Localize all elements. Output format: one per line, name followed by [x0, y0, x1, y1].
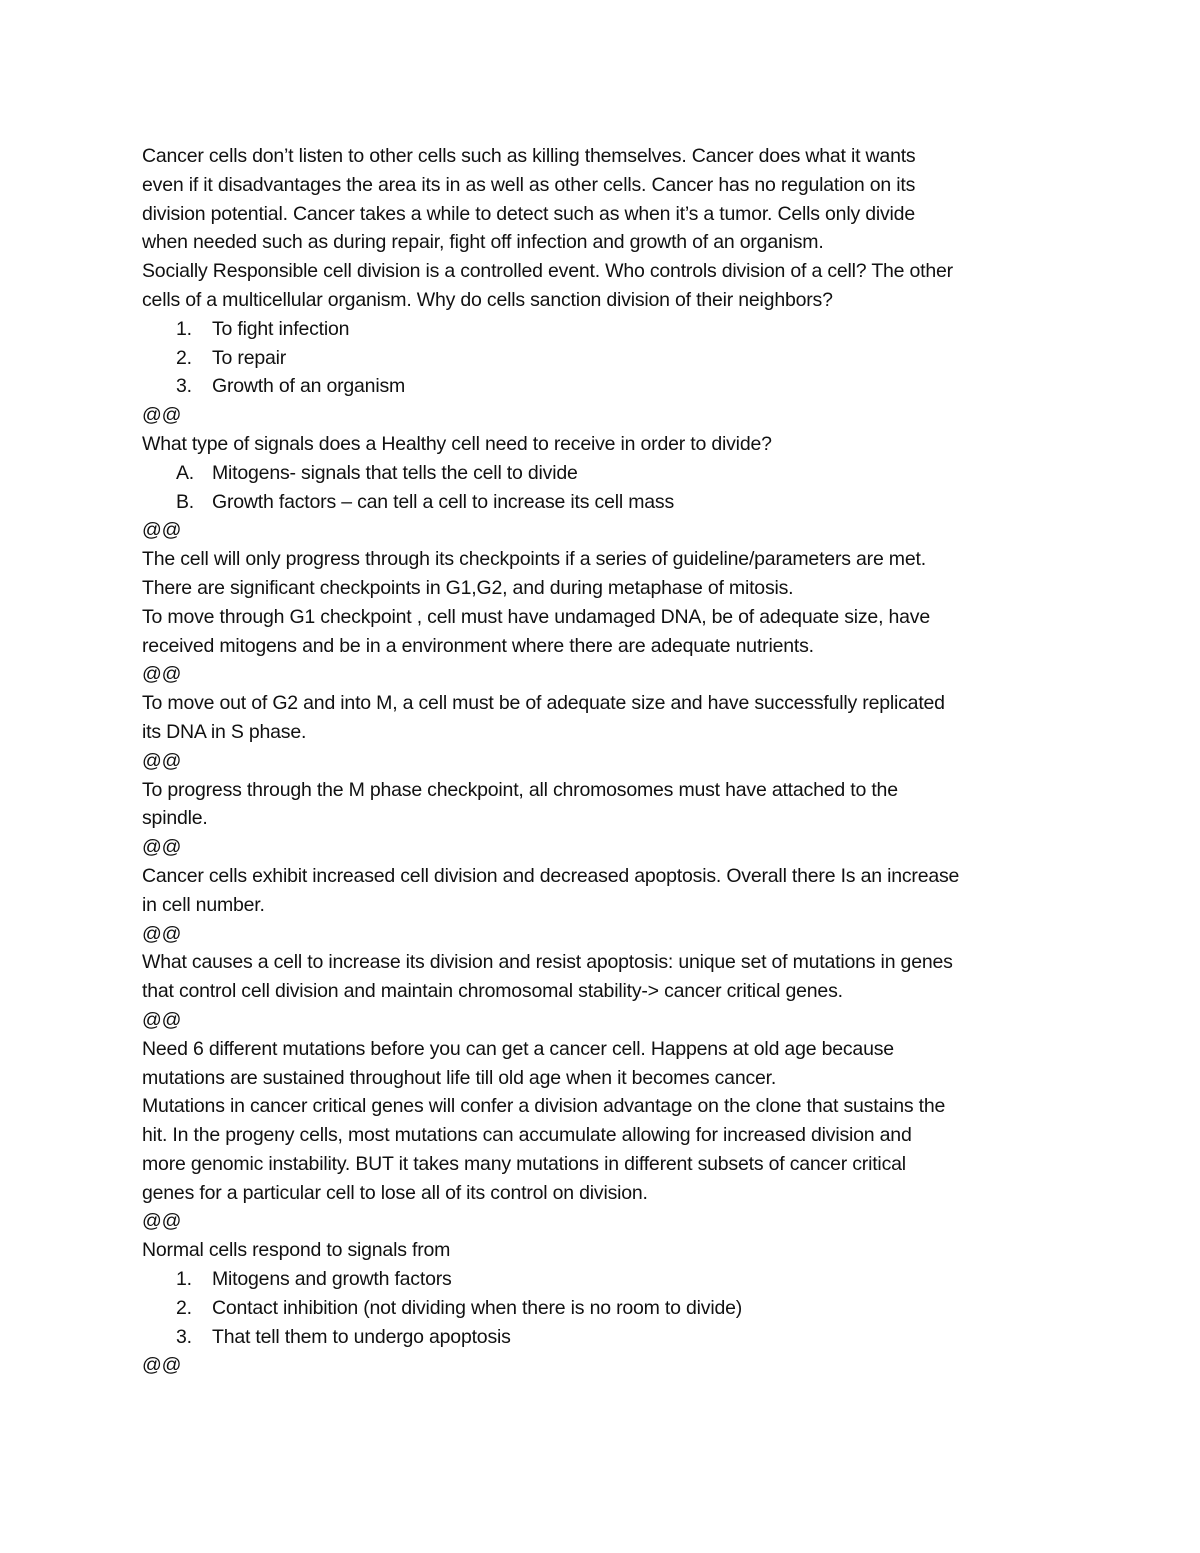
text-line: that control cell division and maintain chromosomal stability-> cancer critical genes.	[142, 980, 843, 1003]
text-line: its DNA in S phase.	[142, 720, 307, 743]
text-line: Socially Responsible cell division is a controlled event. Who controls division of a cell? The other	[142, 260, 953, 283]
list-item	[142, 488, 1072, 517]
text-line: Normal cells respond to signals from	[142, 1239, 451, 1262]
separator-marker: @@	[142, 836, 182, 859]
list-marker: 3.	[176, 1325, 192, 1348]
list-item-text: That tell them to undergo apoptosis	[212, 1325, 511, 1348]
list-marker: A.	[176, 461, 195, 484]
list-marker-box	[142, 488, 212, 517]
text-line: hit. In the progeny cells, most mutations can accumulate allowing for increased division and	[142, 1124, 912, 1147]
list-item	[142, 1294, 1072, 1323]
list-marker-box	[142, 1294, 212, 1323]
separator-marker: @@	[142, 1210, 182, 1233]
list-item	[142, 1265, 1072, 1294]
list-item-text: Contact inhibition (not dividing when there is no room to divide)	[212, 1296, 743, 1319]
text-line: Cancer cells don’t listen to other cells such as killing themselves. Cancer does what it wants	[142, 145, 916, 167]
list-marker-box	[142, 344, 212, 373]
list-item-text: Mitogens and growth factors	[212, 1268, 452, 1291]
separator-marker: @@	[142, 519, 182, 542]
text-line: Mutations in cancer critical genes will confer a division advantage on the clone that sustains the	[142, 1095, 946, 1118]
text-line: cells of a multicellular organism. Why do cells sanction division of their neighbors?	[142, 288, 833, 311]
text-line: What causes a cell to increase its division and resist apoptosis: unique set of mutations in genes	[142, 951, 953, 974]
text-line: There are significant checkpoints in G1,G2, and during metaphase of mitosis.	[142, 576, 794, 599]
text-line: more genomic instability. BUT it takes many mutations in different subsets of cancer critical	[142, 1152, 906, 1175]
list-item	[142, 344, 1072, 373]
list-item	[142, 315, 1072, 344]
separator-marker: @@	[142, 404, 182, 427]
list-marker: 2.	[176, 346, 192, 369]
list-marker: 2.	[176, 1296, 192, 1319]
text-line: mutations are sustained throughout life till old age when it becomes cancer.	[142, 1066, 777, 1089]
text-line: Cancer cells exhibit increased cell division and decreased apoptosis. Overall there Is an increase	[142, 864, 960, 887]
list-item-text: Growth of an organism	[212, 375, 406, 398]
text-line: To move out of G2 and into M, a cell must be of adequate size and have successfully replicated	[142, 692, 945, 715]
list-item	[142, 372, 1072, 401]
text-line: The cell will only progress through its checkpoints if a series of guideline/parameters are met.	[142, 548, 926, 571]
text-line: To move through G1 checkpoint , cell must have undamaged DNA, be of adequate size, have	[142, 605, 930, 628]
separator-marker: @@	[142, 663, 182, 686]
list-item	[142, 1323, 1072, 1352]
text-line: What type of signals does a Healthy cell need to receive in order to divide?	[142, 432, 772, 455]
text-line: spindle.	[142, 807, 208, 830]
text-line: in cell number.	[142, 893, 265, 916]
text-line: when needed such as during repair, fight off infection and growth of an organism.	[142, 231, 824, 254]
list-marker-box	[142, 372, 212, 401]
list-marker-box	[142, 459, 212, 488]
list-marker: B.	[176, 490, 195, 513]
list-marker: 3.	[176, 375, 192, 398]
text-line: division potential. Cancer takes a while to detect such as when it’s a tumor. Cells only divide	[142, 202, 915, 225]
list-marker: 1.	[176, 317, 192, 340]
list-marker-box	[142, 315, 212, 344]
separator-marker: @@	[142, 1354, 182, 1377]
separator-marker: @@	[142, 1008, 182, 1031]
text-line: received mitogens and be in a environment where there are adequate nutrients.	[142, 634, 814, 657]
list-marker-box	[142, 1323, 212, 1352]
list-item-text: To fight infection	[212, 317, 350, 340]
list-item	[142, 459, 1072, 488]
list-marker-box	[142, 1265, 212, 1294]
list-marker: 1.	[176, 1268, 192, 1291]
list-item-text: Growth factors – can tell a cell to increase its cell mass	[212, 490, 674, 513]
separator-marker: @@	[142, 922, 182, 945]
text-line: even if it disadvantages the area its in as well as other cells. Cancer has no regulation on its	[142, 173, 916, 196]
text-line: Need 6 different mutations before you can get a cancer cell. Happens at old age because	[142, 1037, 894, 1060]
document-page	[142, 142, 1072, 1380]
text-line: To progress through the M phase checkpoint, all chromosomes must have attached to the	[142, 778, 898, 801]
text-line: genes for a particular cell to lose all of its control on division.	[142, 1181, 648, 1204]
list-item-text: To repair	[212, 346, 287, 369]
list-item-text: Mitogens- signals that tells the cell to divide	[212, 461, 578, 484]
separator-marker: @@	[142, 749, 182, 772]
